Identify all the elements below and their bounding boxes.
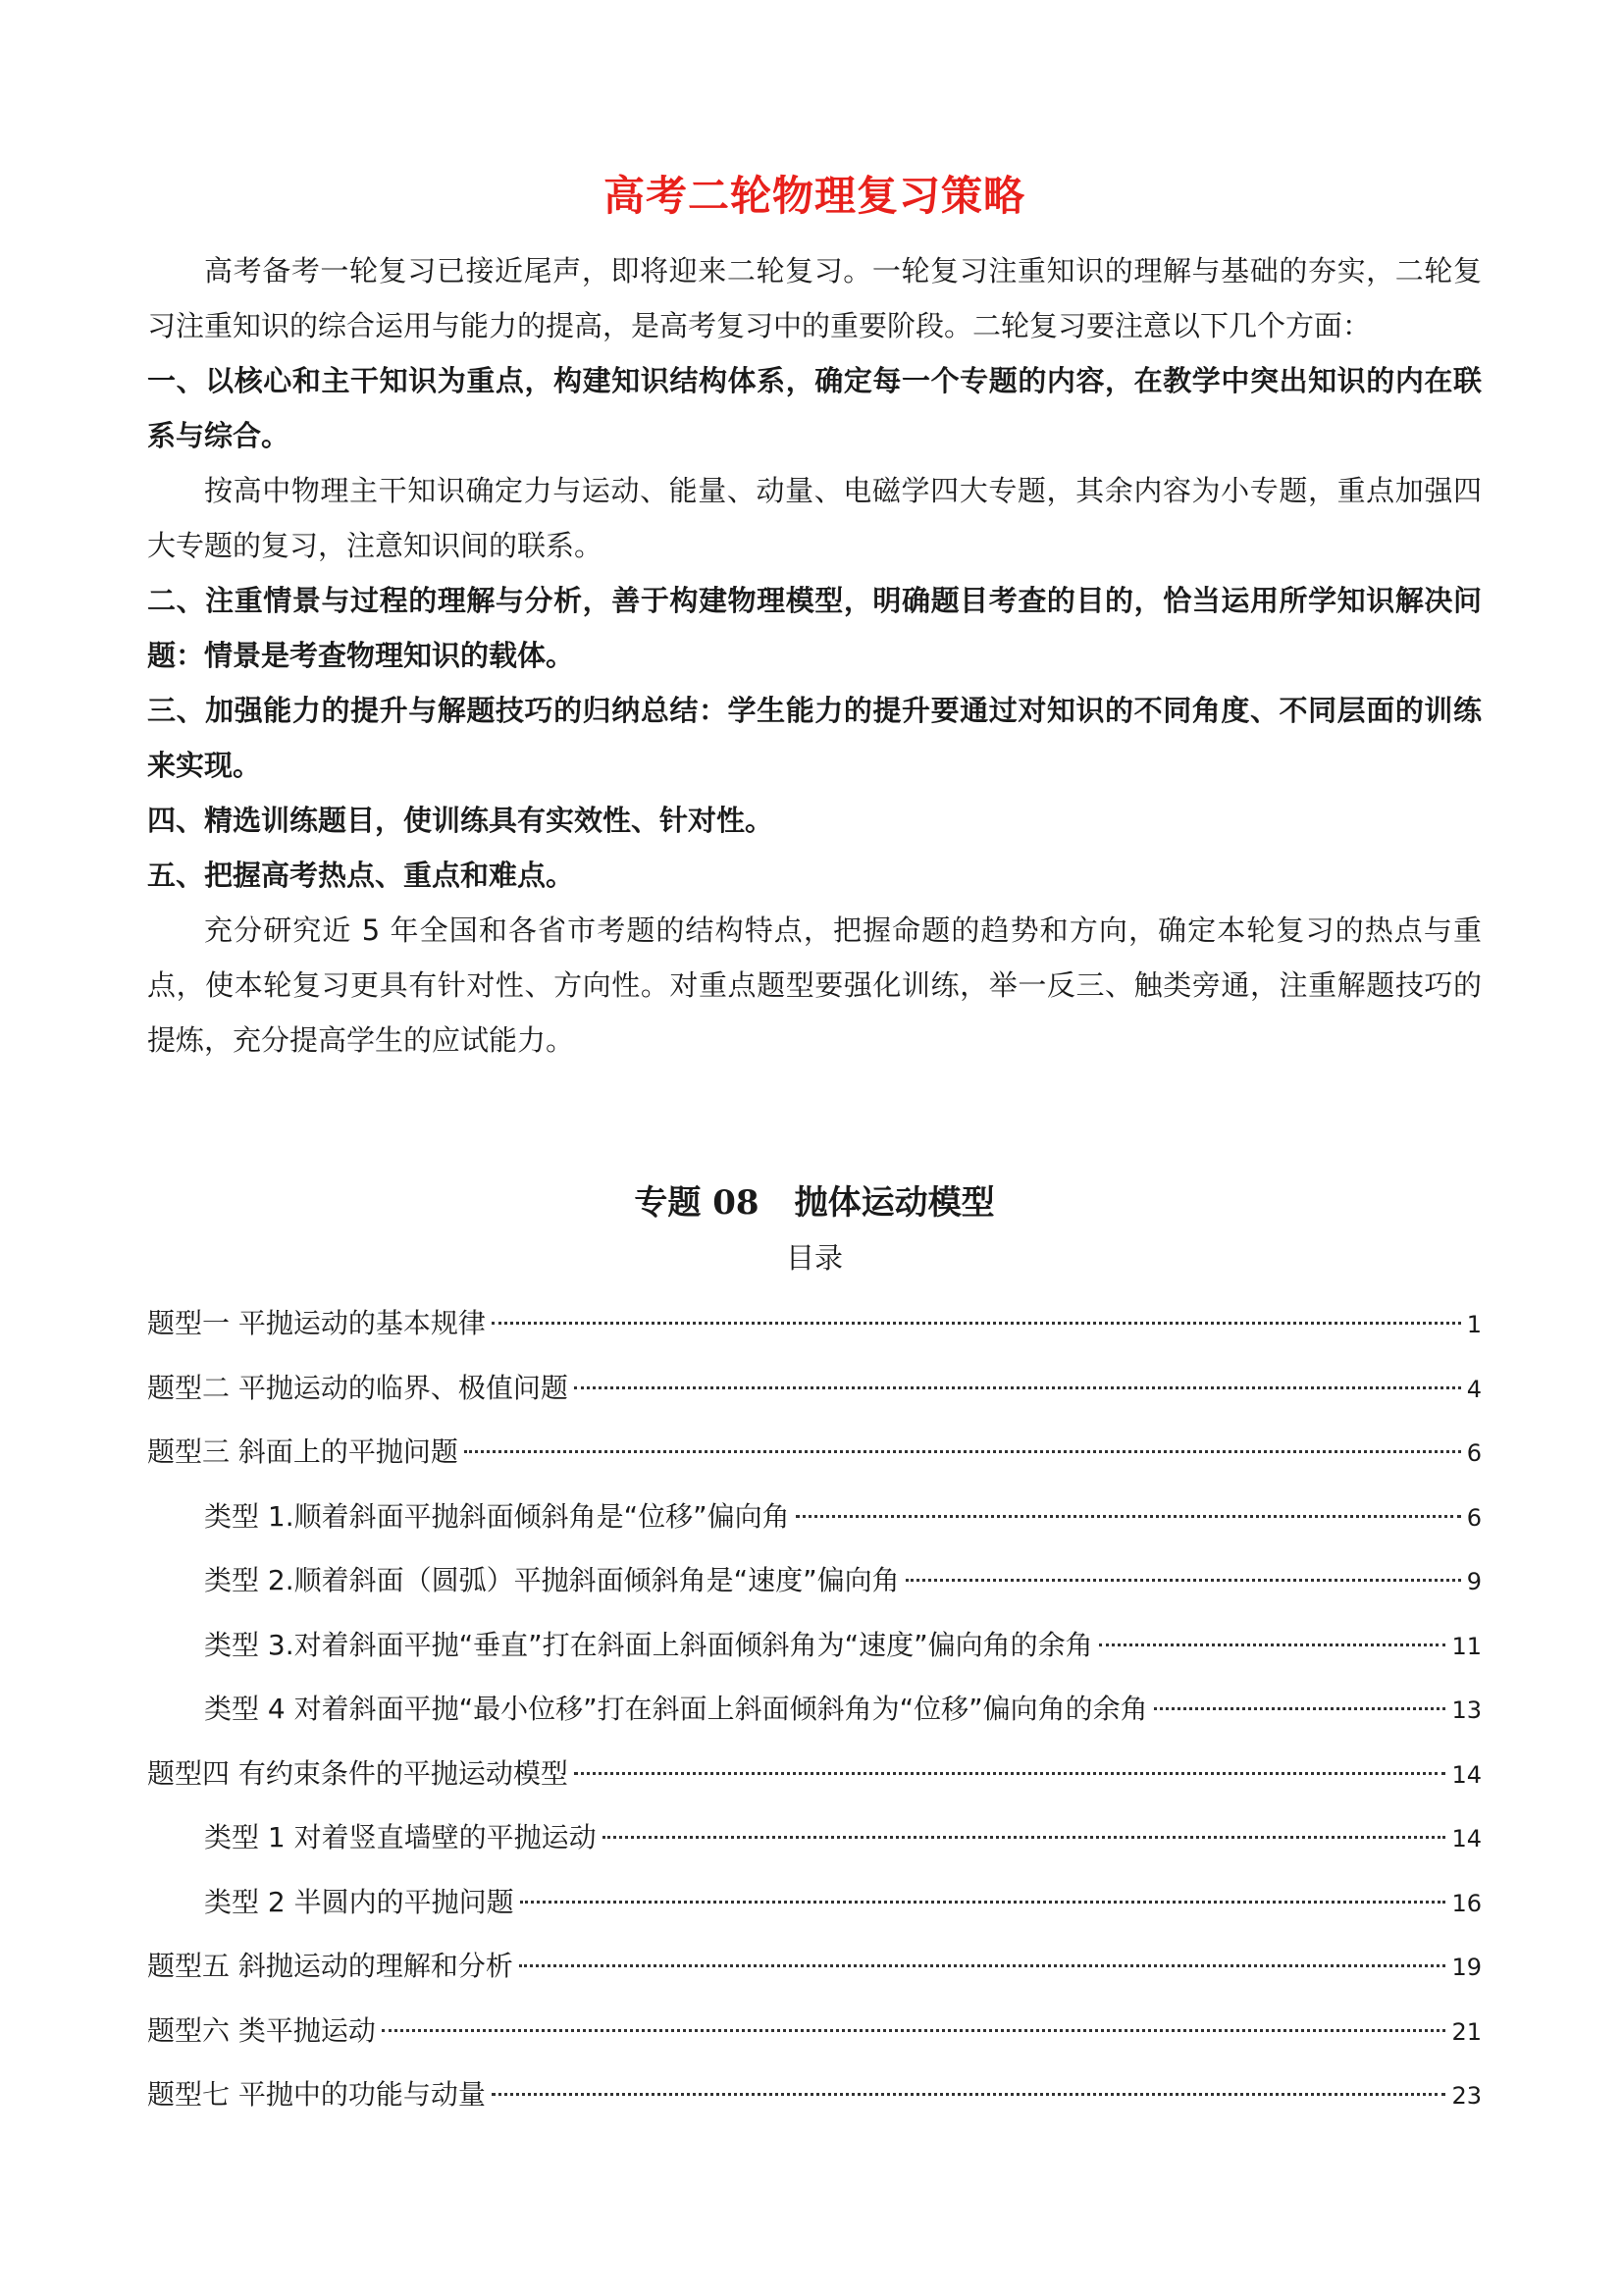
toc-dot-leader [519, 1964, 1446, 1967]
toc-entry-label: 类型 3.对着斜面平抛“垂直”打在斜面上斜面倾斜角为“速度”偏向角的余角 [204, 1628, 1093, 1661]
point-1-heading: 一、以核心和主干知识为重点，构建知识结构体系，确定每一个专题的内容，在教学中突出知识的内在联系与综合。 [147, 364, 1482, 452]
point-3-heading: 三、加强能力的提升与解题技巧的归纳总结：学生能力的提升要通过对知识的不同角度、不同层面的训练来实现。 [147, 694, 1482, 782]
toc-entry-page: 13 [1451, 1696, 1482, 1724]
toc-dot-leader [464, 1450, 1461, 1453]
toc-entry[interactable] [147, 1999, 1482, 2063]
topic-name: 抛体运动模型 [794, 1183, 995, 1223]
toc-entry[interactable] [147, 1805, 1482, 1870]
toc-entry[interactable] [147, 1742, 1482, 1806]
toc-entry[interactable] [147, 2062, 1482, 2127]
intro-paragraph: 高考备考一轮复习已接近尾声，即将迎来二轮复习。一轮复习注重知识的理解与基础的夯实，二轮复习注重知识的综合运用与能力的提高，是高考复习中的重要阶段。二轮复习要注意以下几个方面： [147, 254, 1482, 342]
toc-entry-label: 题型六 类平抛运动 [147, 2013, 376, 2047]
toc-entry[interactable] [147, 1420, 1482, 1485]
toc-dot-leader [574, 1772, 1446, 1775]
toc-dot-leader [906, 1579, 1461, 1582]
point-5-heading: 五、把握高考热点、重点和难点。 [147, 859, 575, 892]
toc-entry-label: 类型 4 对着斜面平抛“最小位移”打在斜面上斜面倾斜角为“位移”偏向角的余角 [204, 1693, 1148, 1725]
topic-title [147, 1175, 1482, 1230]
toc-entry-label: 题型三 斜面上的平抛问题 [147, 1435, 458, 1468]
toc-entry-page: 1 [1466, 1311, 1482, 1338]
toc-dot-leader [1099, 1644, 1446, 1646]
toc-entry-label: 题型七 平抛中的功能与动量 [147, 2078, 486, 2111]
document-page [147, 167, 1482, 2127]
topic-number: 专题 08 [634, 1183, 759, 1223]
toc-entry-label: 类型 1 对着竖直墙壁的平抛运动 [204, 1821, 597, 1853]
toc-entry-page: 14 [1451, 1825, 1482, 1852]
toc-entry-page: 4 [1466, 1375, 1482, 1403]
toc-dot-leader [492, 2093, 1446, 2096]
toc-entry-page: 11 [1451, 1632, 1482, 1660]
toc-entry[interactable] [147, 1356, 1482, 1421]
section-spacer [147, 1068, 1482, 1175]
point-5-body: 充分研究近 5 年全国和各省市考题的结构特点，把握命题的趋势和方向，确定本轮复习的热点与重点，使本轮复习更具有针对性、方向性。对重点题型要强化训练，举一反三、触类旁通，注重解题技巧的提炼，充分提高学生的应试能力。 [147, 913, 1482, 1057]
toc-dot-leader [520, 1901, 1446, 1904]
toc-entry-label: 类型 2 半圆内的平抛问题 [204, 1885, 514, 1918]
toc-entry-page: 21 [1451, 2017, 1482, 2046]
toc-entry-page: 23 [1451, 2082, 1482, 2110]
toc-entry-label: 类型 1.顺着斜面平抛斜面倾斜角是“位移”偏向角 [204, 1499, 790, 1533]
toc-entry-page: 14 [1451, 1760, 1482, 1789]
toc-entry[interactable] [147, 1485, 1482, 1549]
toc-entry[interactable] [147, 1934, 1482, 1999]
toc-entry-label: 题型四 有约束条件的平抛运动模型 [147, 1756, 568, 1790]
toc-dot-leader [1154, 1707, 1446, 1710]
toc-title: 目录 [785, 1241, 843, 1275]
toc-entry-label: 题型一 平抛运动的基本规律 [147, 1307, 486, 1339]
point-2-heading: 二、注重情景与过程的理解与分析，善于构建物理模型，明确题目考查的目的，恰当运用所学知识解决问题：情景是考查物理知识的载体。 [147, 584, 1482, 672]
toc-entry-page: 6 [1466, 1503, 1482, 1532]
toc-dot-leader [574, 1386, 1461, 1389]
toc-entry[interactable] [147, 1870, 1482, 1935]
toc-entry[interactable] [147, 1677, 1482, 1742]
toc-entry-label: 题型二 平抛运动的临界、极值问题 [147, 1371, 568, 1404]
page-title: 高考二轮物理复习策略 [602, 172, 1025, 220]
toc-dot-leader [602, 1836, 1446, 1839]
toc-entry-page: 19 [1451, 1954, 1482, 1981]
toc-entry-page: 9 [1466, 1568, 1482, 1595]
toc-entry-label: 类型 2.顺着斜面（圆弧）平抛斜面倾斜角是“速度”偏向角 [204, 1564, 900, 1596]
point-4-heading: 四、精选训练题目，使训练具有实效性、针对性。 [147, 804, 774, 837]
toc-dot-leader [796, 1515, 1461, 1518]
toc-entry[interactable] [147, 1548, 1482, 1613]
toc-entry-page: 6 [1466, 1439, 1482, 1467]
toc-dot-leader [382, 2029, 1446, 2032]
toc-entry[interactable] [147, 1613, 1482, 1678]
toc-entry[interactable] [147, 1291, 1482, 1356]
table-of-contents [147, 1291, 1482, 2127]
point-1-body: 按高中物理主干知识确定力与运动、能量、动量、电磁学四大专题，其余内容为小专题，重点加强四大专题的复习，注意知识间的联系。 [147, 474, 1482, 562]
toc-dot-leader [492, 1322, 1461, 1325]
toc-entry-page: 16 [1451, 1889, 1482, 1917]
toc-entry-label: 题型五 斜抛运动的理解和分析 [147, 1950, 513, 1982]
